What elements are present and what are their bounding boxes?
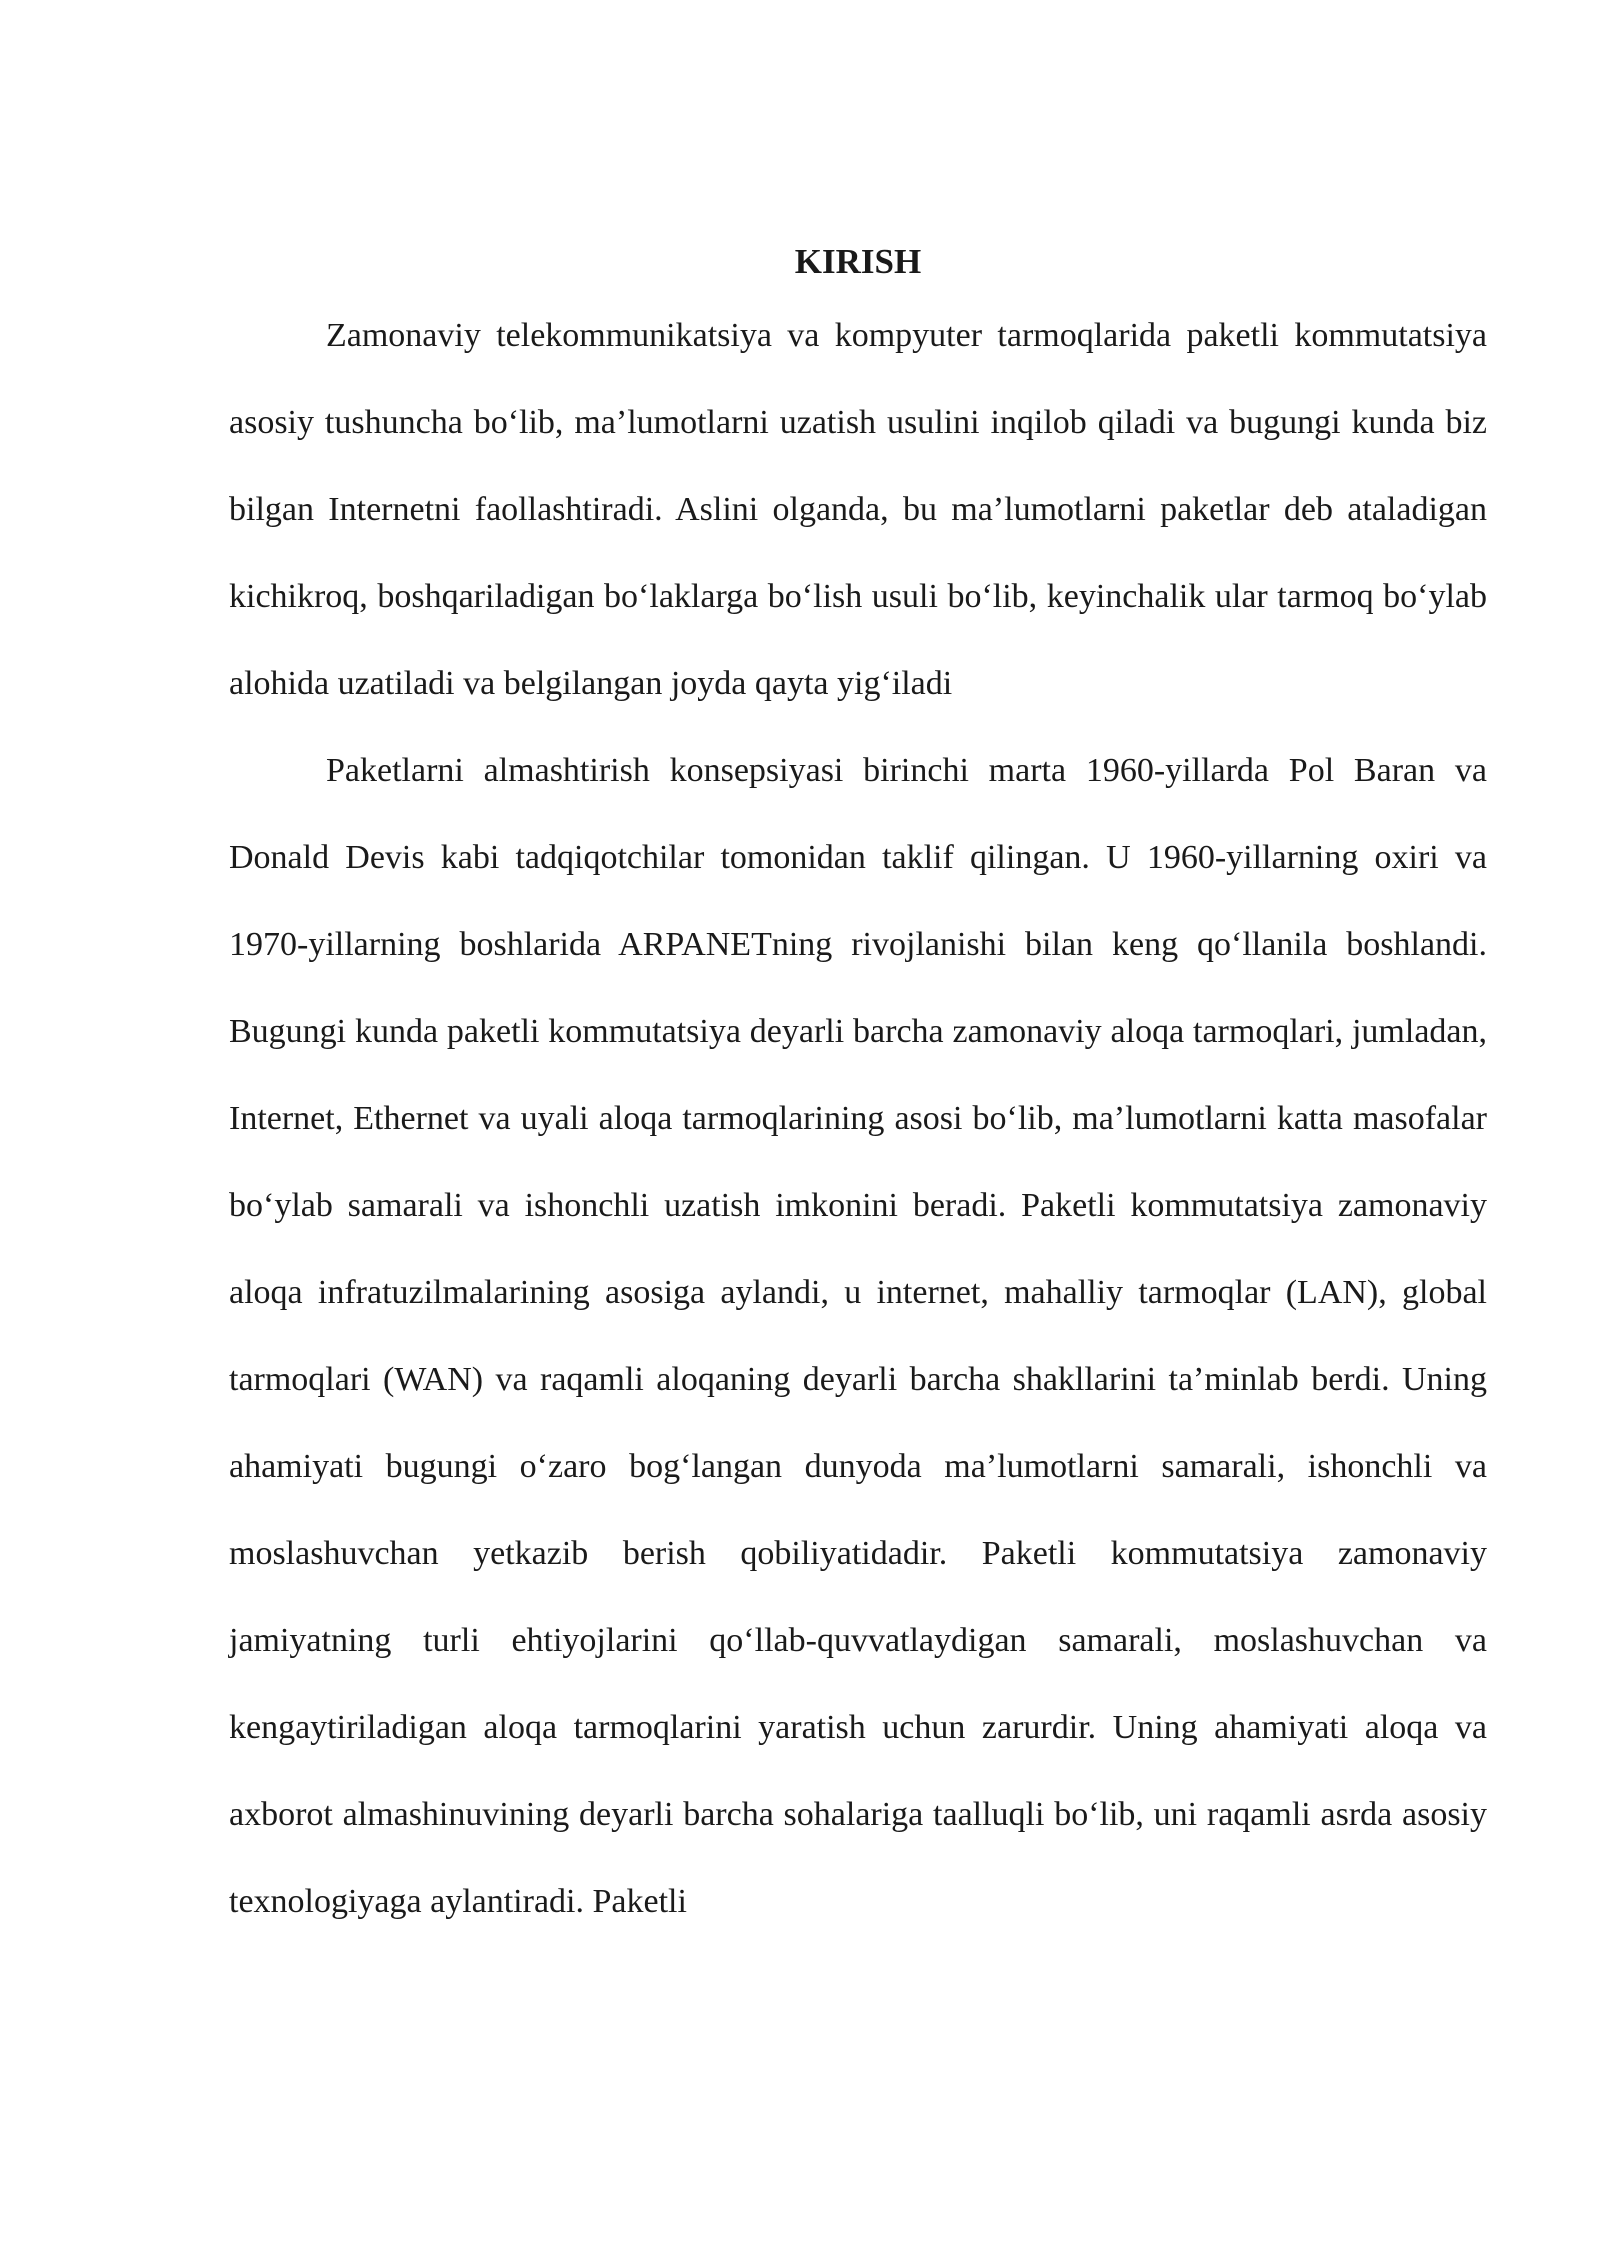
paragraph-history: Paketlarni almashtirish konsepsiyasi birinchi marta 1960-yillarda Pol Baran va Donald Devis kabi tadqiqotchilar tomonidan taklif qilingan. U 1960-yillarning oxiri va 1970-yillarning boshlarida ARPANETning rivojlanishi bilan keng qo‘llanila boshlandi. Bugungi kunda paketli kommutatsiya deyarli barcha zamonaviy aloqa tarmoqlari, jumladan, Internet, Ethernet va uyali aloqa tarmoqlarining asosi bo‘lib, ma’lumotlarni katta masofalar bo‘ylab samarali va ishonchli uzatish imkonini beradi. Paketli kommutatsiya zamonaviy aloqa infratuzilmalarining asosiga aylandi, u internet, mahalliy tarmoqlar (LAN), global tarmoqlari (WAN) va raqamli aloqaning deyarli barcha shakllarini ta’minlab berdi. Uning ahamiyati bugungi o‘zaro bog‘langan dunyoda ma’lumotlarni samarali, ishonchli va moslashuvchan yetkazib berish qobiliyatidadir. Paketli kommutatsiya zamonaviy jamiyatning turli ehtiyojlarini qo‘llab-quvvatlaydigan samarali, moslashuvchan va kengaytiriladigan aloqa tarmoqlarini yaratish uchun zarurdir. Uning ahamiyati aloqa va axborot almashinuvining deyarli barcha sohalariga taalluqli bo‘lib, uni raqamli asrda asosiy texnologiyaga aylantiradi. Paketli bbox=[229, 752, 1487, 1920]
document-body bbox=[229, 232, 1487, 1945]
page-title: KIRISH bbox=[794, 242, 922, 281]
paragraph-intro: Zamonaviy telekommunikatsiya va kompyuter tarmoqlarida paketli kommutatsiya asosiy tushuncha bo‘lib, ma’lumotlarni uzatish usulini inqilob qiladi va bugungi kunda biz bilgan Internetni faollashtiradi. Aslini olganda, bu ma’lumotlarni paketlar deb ataladigan kichikroq, boshqariladigan bo‘laklarga bo‘lish usuli bo‘lib, keyinchalik ular tarmoq bo‘ylab alohida uzatiladi va belgilangan joyda qayta yig‘iladi bbox=[229, 317, 1487, 702]
